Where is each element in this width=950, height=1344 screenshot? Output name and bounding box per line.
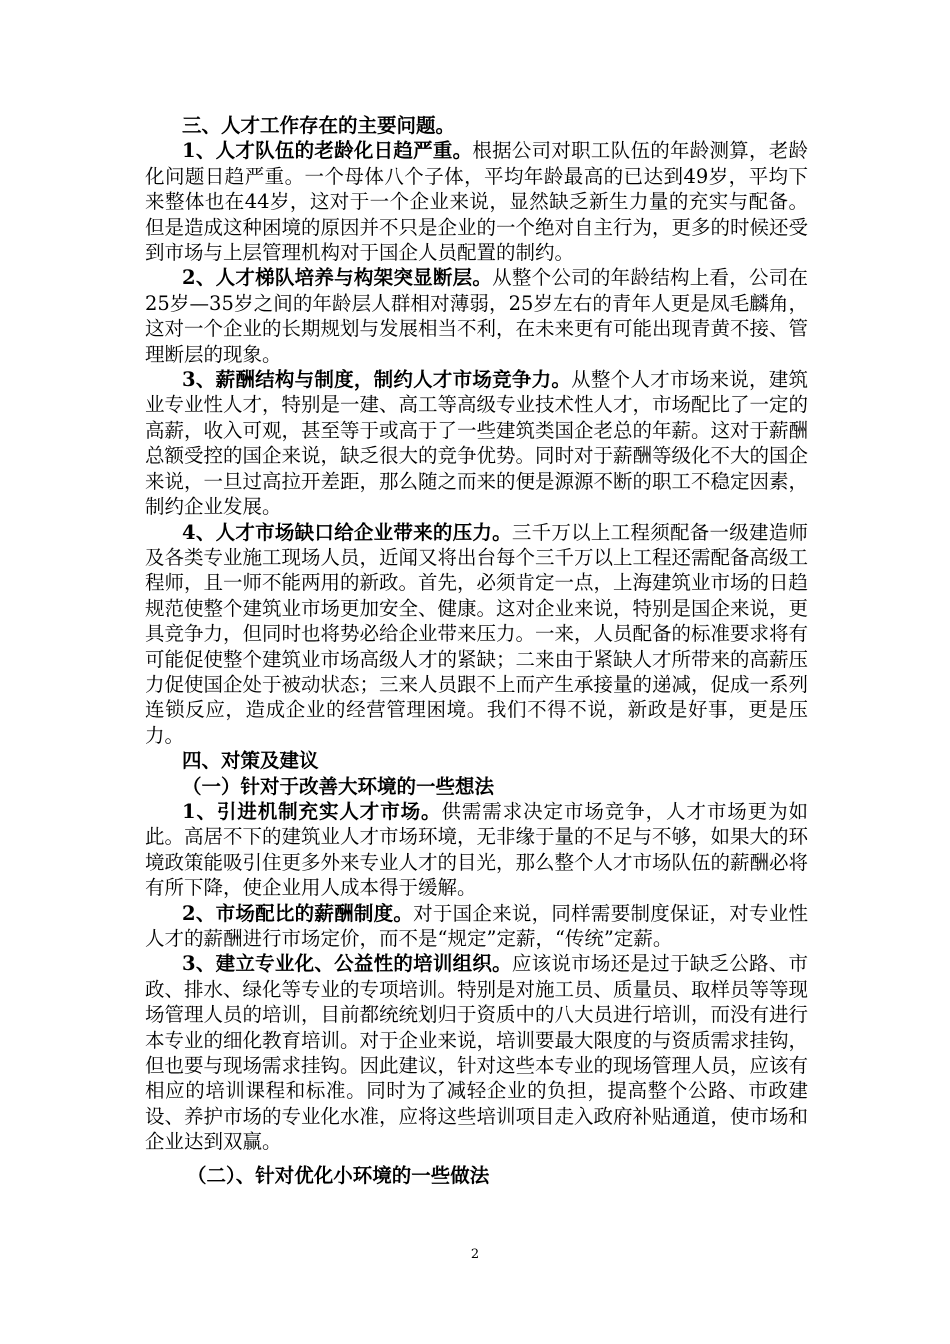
paragraph-heading: 2、市场配比的薪酬制度。 <box>182 901 414 925</box>
paragraph-text: 对于国企来说，同样需要制度保证，对专业性人才的薪酬进行市场定价，而不是“规定”定薪，“传统”定薪。 <box>145 901 808 950</box>
paragraph-text: 从整个人才市场来说，建筑业专业性人才，特别是一建、高工等高级专业技术性人才，市场配比了一定的高薪，收入可观，甚至等于或高于了一些建筑类国企老总的年薪。这对于薪酬总额受控的国企来说，缺乏很大的竞争优势。同时对于薪酬等级化不大的国企来说，一旦过高拉开差距，那么随之而来的便是源源不断的职工不稳定因素，制约企业发展。 <box>145 368 809 519</box>
paragraph-text: 根据公司对职工队伍的年龄测算，老龄化问题日趋严重。一个母体八个子体，平均年龄最高的已达到49岁，平均下来整体也在44岁，这对于一个企业来说，显然缺乏新生力量的充实与配备。但是造成这种困境的原因并不只是企业的一个绝对自主行为，更多的时候还受到市场与上层管理机构对于国企人员配置的制约。 <box>145 139 809 265</box>
paragraph-heading: 3、建立专业化、公益性的培训组织。 <box>182 952 512 976</box>
paragraph-heading: 1、引进机制充实人才市场。 <box>182 799 442 823</box>
paragraph-text: 从整个公司的年龄结构上看，公司在25岁—35岁之间的年龄层人群相对薄弱，25岁左右的青年人更是凤毛麟角，这对一个企业的长期规划与发展相当不利，在未来更有可能出现青黄不接、管理断层的现象。 <box>145 266 809 366</box>
paragraph <box>145 901 808 952</box>
document-body <box>145 113 808 1188</box>
section-heading: 四、对策及建议 <box>182 749 319 773</box>
page-number: 2 <box>470 1247 480 1262</box>
paragraph <box>145 951 808 1154</box>
paragraph-text: 三千万以上工程须配备一级建造师及各类专业施工现场人员，近闻又将出台每个三千万以上工程还需配备高级工程师，且一师不能两用的新政。首先，必须肯定一点，上海建筑业市场的日趋规范使整个建筑业市场更加安全、健康。这对企业来说，特别是国企来说，更具竞争力，但同时也将势必给企业带来压力。一来，人员配备的标准要求将有可能促使整个建筑业市场高级人才的紧缺；二来由于紧缺人才所带来的高薪压力促使国企处于被动状态；三来人员跟不上而产生承接量的递减，促成一系列连锁反应，造成企业的经营管理困境。我们不得不说，新政是好事，更是压力。 <box>145 520 809 747</box>
paragraph <box>145 265 808 367</box>
paragraph <box>145 520 808 749</box>
paragraph-text: 应该说市场还是过于缺乏公路、市政、排水、绿化等专业的专项培训。特别是对施工员、质量员、取样员等等现场管理人员的培训，目前都统统划归于资质中的八大员进行培训，而没有进行本专业的细化教育培训。对于企业来说，培训要最大限度的与资质需求挂钩，但也要与现场需求挂钩。因此建议，针对这些本专业的现场管理人员，应该有相应的培训课程和标准。同时为了减轻企业的负担，提高整个公路、市政建设、养护市场的专业化水准，应将这些培训项目走入政府补贴通道，使市场和企业达到双赢。 <box>145 952 809 1154</box>
section-heading: 三、人才工作存在的主要问题。 <box>182 114 456 137</box>
paragraph <box>145 799 808 901</box>
paragraph-heading: 4、人才市场缺口给企业带来的压力。 <box>182 520 512 544</box>
paragraph-text: 供需需求决定市场竞争，人才市场更为如此。高居不下的建筑业人才市场环境，无非缘于量的不足与不够，如果大的环境政策能吸引住更多外来专业人才的目光，那么整个人才市场队伍的薪酬必将有所下降，使企业用人成本得于缓解。 <box>145 799 809 900</box>
paragraph-heading: 3、薪酬结构与制度，制约人才市场竞争力。 <box>182 368 572 392</box>
paragraph <box>145 367 808 519</box>
paragraph-heading: 2、人才梯队培养与构架突显断层。 <box>182 266 493 290</box>
paragraph-heading: 1、人才队伍的老龄化日趋严重。 <box>182 139 473 163</box>
subsection-heading: （二）、针对优化小环境的一些做法 <box>187 1163 490 1187</box>
subsection-heading: （一）针对于改善大环境的一些想法 <box>182 774 495 798</box>
paragraph <box>145 138 808 265</box>
